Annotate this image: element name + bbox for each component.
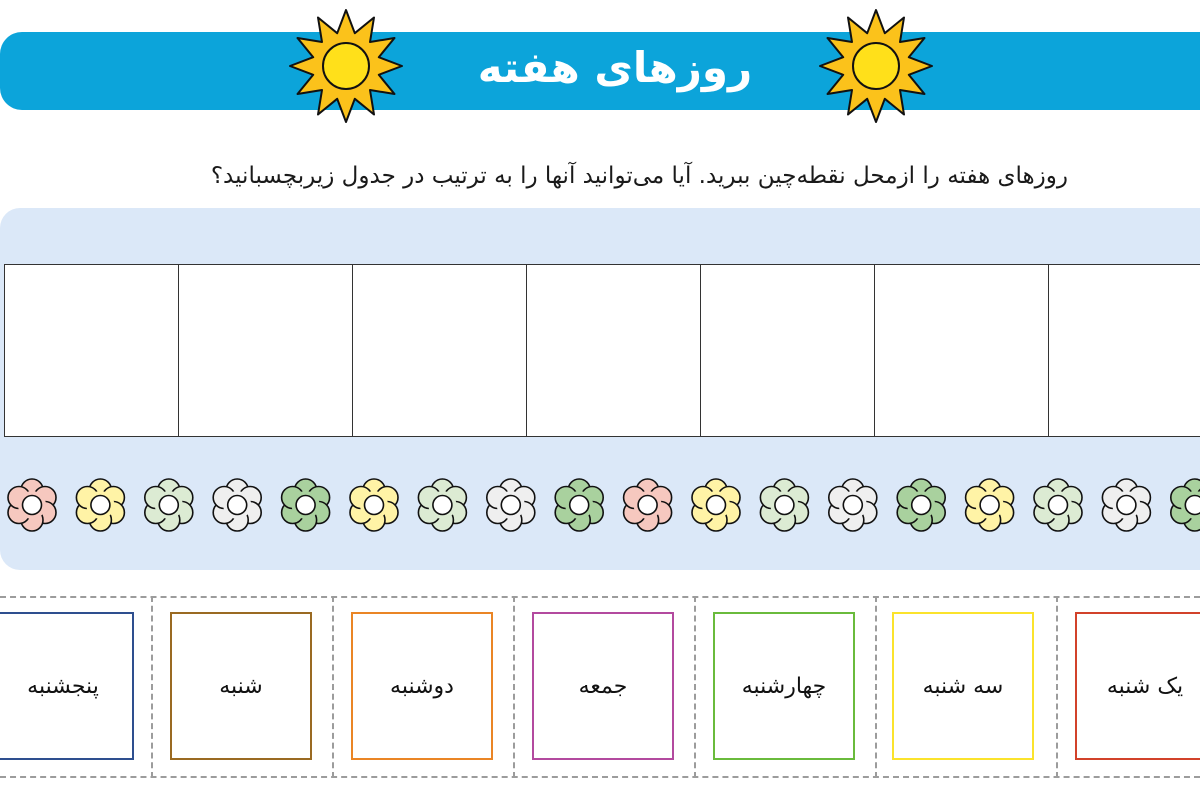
flower-icon <box>418 479 466 531</box>
cut-line <box>332 596 334 778</box>
flower-icon <box>145 479 193 531</box>
cut-line <box>513 596 515 778</box>
day-card-monday[interactable] <box>351 612 493 760</box>
flower-icon <box>966 479 1014 531</box>
cut-line <box>1056 596 1058 778</box>
cut-line <box>694 596 696 778</box>
instruction-text: روزهای هفته را ازمحل نقطه‌چین ببرید. آیا می‌توانید آنها را به ترتیب در جدول زیربچسبانید؟ <box>210 163 1068 189</box>
day-card-label: یک شنبه <box>1106 673 1184 699</box>
day-card-label: جمعه <box>578 673 628 699</box>
flower-icon <box>8 479 56 531</box>
flower-icon <box>487 479 535 531</box>
cut-line <box>0 776 1200 778</box>
flower-icon <box>1171 479 1200 531</box>
day-card-label: دوشنبه <box>390 673 454 699</box>
flower-icon <box>692 479 740 531</box>
flower-icon <box>760 479 808 531</box>
day-card-label: چهارشنبه <box>741 673 827 699</box>
answer-cell <box>353 265 527 436</box>
flower-icon <box>76 479 124 531</box>
answer-cell <box>701 265 875 436</box>
day-card-label: سه شنبه <box>922 673 1004 699</box>
answer-table <box>4 264 1200 437</box>
flower-icon <box>282 479 330 531</box>
flower-icon <box>350 479 398 531</box>
day-card-friday[interactable] <box>532 612 674 760</box>
day-card-thursday[interactable] <box>0 612 134 760</box>
cut-line <box>0 596 1200 598</box>
day-card-sunday[interactable] <box>1075 612 1200 760</box>
day-card-label: شنبه <box>219 673 263 699</box>
page-title: روزهای هفته <box>477 43 753 92</box>
flower-icon <box>1034 479 1082 531</box>
cut-line <box>151 596 153 778</box>
flower-icon <box>1102 479 1150 531</box>
flower-icon <box>897 479 945 531</box>
day-card-label: پنجشنبه <box>27 673 99 699</box>
flower-border <box>0 470 1200 540</box>
answer-cell <box>5 265 179 436</box>
answer-cell <box>527 265 701 436</box>
answer-cell <box>179 265 353 436</box>
answer-cell <box>1049 265 1200 436</box>
day-card-saturday[interactable] <box>170 612 312 760</box>
flower-icon <box>213 479 261 531</box>
cut-line <box>875 596 877 778</box>
flower-icon <box>624 479 672 531</box>
day-card-wednesday[interactable] <box>713 612 855 760</box>
day-card-tuesday[interactable] <box>892 612 1034 760</box>
answer-cell <box>875 265 1049 436</box>
flower-icon <box>555 479 603 531</box>
flower-icon <box>829 479 877 531</box>
